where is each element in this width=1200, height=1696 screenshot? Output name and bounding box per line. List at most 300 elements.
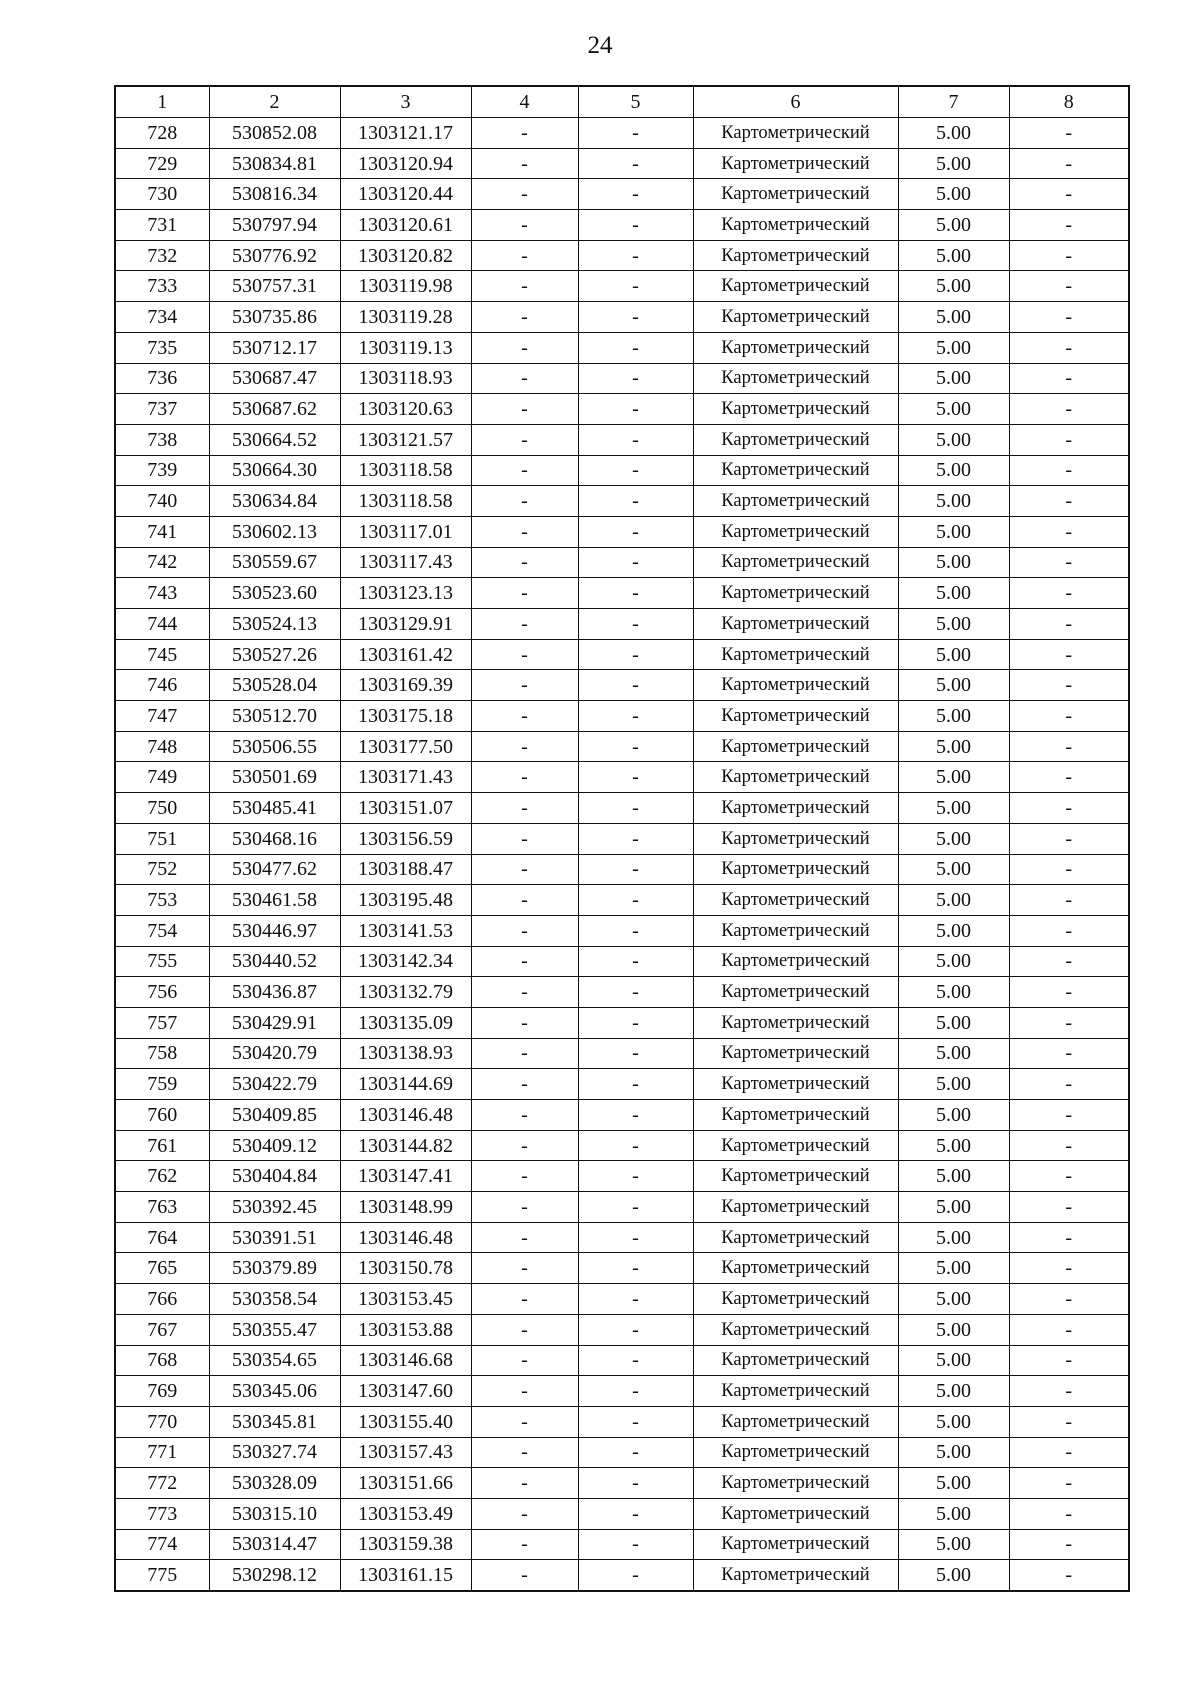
table-row [115,1376,1129,1407]
column-8-cell: - [1009,210,1129,241]
accuracy-cell: 5.00 [898,1468,1009,1499]
y-coordinate-cell: 1303123.13 [340,578,471,609]
column-4-cell: - [471,516,578,547]
accuracy-cell: 5.00 [898,977,1009,1008]
table-row [115,1529,1129,1560]
x-coordinate-cell: 530327.74 [209,1437,340,1468]
y-coordinate-cell: 1303144.82 [340,1130,471,1161]
table-row [115,271,1129,302]
column-8-cell: - [1009,455,1129,486]
accuracy-cell: 5.00 [898,1007,1009,1038]
y-coordinate-cell: 1303132.79 [340,977,471,1008]
accuracy-cell: 5.00 [898,1406,1009,1437]
y-coordinate-cell: 1303118.93 [340,363,471,394]
column-4-cell: - [471,639,578,670]
column-8-cell: - [1009,547,1129,578]
column-4-cell: - [471,1498,578,1529]
x-coordinate-cell: 530446.97 [209,915,340,946]
point-number-cell: 749 [115,762,209,793]
x-coordinate-cell: 530512.70 [209,701,340,732]
column-8-cell: - [1009,670,1129,701]
method-cell: Картометрический [693,1192,898,1223]
column-5-cell: - [578,1284,693,1315]
column-4-cell: - [471,609,578,640]
x-coordinate-cell: 530429.91 [209,1007,340,1038]
y-coordinate-cell: 1303157.43 [340,1437,471,1468]
x-coordinate-cell: 530422.79 [209,1069,340,1100]
method-cell: Картометрический [693,854,898,885]
column-8-cell: - [1009,1345,1129,1376]
point-number-cell: 760 [115,1100,209,1131]
column-4-cell: - [471,793,578,824]
column-5-cell: - [578,946,693,977]
column-5-cell: - [578,394,693,425]
column-5-cell: - [578,977,693,1008]
method-cell: Картометрический [693,1345,898,1376]
point-number-cell: 757 [115,1007,209,1038]
point-number-cell: 765 [115,1253,209,1284]
method-cell: Картометрический [693,1437,898,1468]
column-4-cell: - [471,240,578,271]
accuracy-cell: 5.00 [898,701,1009,732]
method-cell: Картометрический [693,885,898,916]
y-coordinate-cell: 1303117.43 [340,547,471,578]
x-coordinate-cell: 530409.85 [209,1100,340,1131]
y-coordinate-cell: 1303138.93 [340,1038,471,1069]
column-5-cell: - [578,1222,693,1253]
point-number-cell: 734 [115,302,209,333]
x-coordinate-cell: 530468.16 [209,823,340,854]
point-number-cell: 730 [115,179,209,210]
column-8-cell: - [1009,302,1129,333]
table-row [115,885,1129,916]
column-4-cell: - [471,302,578,333]
point-number-cell: 758 [115,1038,209,1069]
column-4-cell: - [471,1007,578,1038]
accuracy-cell: 5.00 [898,823,1009,854]
point-number-cell: 768 [115,1345,209,1376]
point-number-cell: 773 [115,1498,209,1529]
column-4-cell: - [471,885,578,916]
method-cell: Картометрический [693,1222,898,1253]
table-row [115,1100,1129,1131]
column-5-cell: - [578,854,693,885]
column-8-cell: - [1009,1437,1129,1468]
y-coordinate-cell: 1303161.15 [340,1560,471,1591]
accuracy-cell: 5.00 [898,1130,1009,1161]
method-cell: Картометрический [693,1284,898,1315]
accuracy-cell: 5.00 [898,1345,1009,1376]
column-8-cell: - [1009,1161,1129,1192]
column-8-cell: - [1009,363,1129,394]
x-coordinate-cell: 530404.84 [209,1161,340,1192]
column-8-cell: - [1009,977,1129,1008]
column-5-cell: - [578,424,693,455]
point-number-cell: 755 [115,946,209,977]
table-row [115,1406,1129,1437]
column-8-cell: - [1009,609,1129,640]
column-4-cell: - [471,332,578,363]
column-5-cell: - [578,823,693,854]
x-coordinate-cell: 530528.04 [209,670,340,701]
table-row [115,793,1129,824]
accuracy-cell: 5.00 [898,854,1009,885]
y-coordinate-cell: 1303118.58 [340,486,471,517]
accuracy-cell: 5.00 [898,1161,1009,1192]
y-coordinate-cell: 1303120.82 [340,240,471,271]
y-coordinate-cell: 1303118.58 [340,455,471,486]
table-row [115,1161,1129,1192]
point-number-cell: 739 [115,455,209,486]
accuracy-cell: 5.00 [898,179,1009,210]
column-4-cell: - [471,701,578,732]
column-4-cell: - [471,424,578,455]
column-5-cell: - [578,762,693,793]
column-4-cell: - [471,1560,578,1591]
point-number-cell: 754 [115,915,209,946]
method-cell: Картометрический [693,148,898,179]
accuracy-cell: 5.00 [898,609,1009,640]
point-number-cell: 729 [115,148,209,179]
column-header: 5 [578,86,693,118]
y-coordinate-cell: 1303144.69 [340,1069,471,1100]
table-body [115,118,1129,1592]
column-4-cell: - [471,1192,578,1223]
table-row [115,609,1129,640]
x-coordinate-cell: 530501.69 [209,762,340,793]
y-coordinate-cell: 1303177.50 [340,731,471,762]
y-coordinate-cell: 1303155.40 [340,1406,471,1437]
column-header: 7 [898,86,1009,118]
y-coordinate-cell: 1303135.09 [340,1007,471,1038]
y-coordinate-cell: 1303159.38 [340,1529,471,1560]
column-4-cell: - [471,578,578,609]
column-8-cell: - [1009,762,1129,793]
table-row [115,1498,1129,1529]
table-row [115,118,1129,149]
accuracy-cell: 5.00 [898,1314,1009,1345]
column-8-cell: - [1009,1560,1129,1591]
point-number-cell: 743 [115,578,209,609]
point-number-cell: 745 [115,639,209,670]
method-cell: Картометрический [693,424,898,455]
accuracy-cell: 5.00 [898,302,1009,333]
y-coordinate-cell: 1303119.28 [340,302,471,333]
accuracy-cell: 5.00 [898,1529,1009,1560]
point-number-cell: 750 [115,793,209,824]
column-4-cell: - [471,1406,578,1437]
column-8-cell: - [1009,240,1129,271]
accuracy-cell: 5.00 [898,1253,1009,1284]
column-5-cell: - [578,271,693,302]
method-cell: Картометрический [693,486,898,517]
table-row [115,1314,1129,1345]
point-number-cell: 770 [115,1406,209,1437]
column-5-cell: - [578,1161,693,1192]
column-8-cell: - [1009,394,1129,425]
column-8-cell: - [1009,1038,1129,1069]
table-row [115,547,1129,578]
method-cell: Картометрический [693,363,898,394]
accuracy-cell: 5.00 [898,363,1009,394]
column-4-cell: - [471,670,578,701]
table-row [115,701,1129,732]
point-number-cell: 769 [115,1376,209,1407]
column-8-cell: - [1009,1222,1129,1253]
table-row [115,302,1129,333]
column-5-cell: - [578,1314,693,1345]
point-number-cell: 753 [115,885,209,916]
point-number-cell: 747 [115,701,209,732]
method-cell: Картометрический [693,915,898,946]
accuracy-cell: 5.00 [898,486,1009,517]
column-header: 2 [209,86,340,118]
accuracy-cell: 5.00 [898,332,1009,363]
column-4-cell: - [471,1284,578,1315]
accuracy-cell: 5.00 [898,762,1009,793]
method-cell: Картометрический [693,1161,898,1192]
accuracy-cell: 5.00 [898,424,1009,455]
x-coordinate-cell: 530602.13 [209,516,340,547]
accuracy-cell: 5.00 [898,946,1009,977]
column-8-cell: - [1009,424,1129,455]
table-row [115,455,1129,486]
column-8-cell: - [1009,701,1129,732]
y-coordinate-cell: 1303151.07 [340,793,471,824]
accuracy-cell: 5.00 [898,1100,1009,1131]
table-row [115,394,1129,425]
y-coordinate-cell: 1303188.47 [340,854,471,885]
method-cell: Картометрический [693,670,898,701]
y-coordinate-cell: 1303129.91 [340,609,471,640]
column-4-cell: - [471,455,578,486]
point-number-cell: 761 [115,1130,209,1161]
x-coordinate-cell: 530524.13 [209,609,340,640]
column-5-cell: - [578,179,693,210]
column-8-cell: - [1009,1007,1129,1038]
column-5-cell: - [578,118,693,149]
x-coordinate-cell: 530797.94 [209,210,340,241]
table-row [115,639,1129,670]
column-5-cell: - [578,609,693,640]
table-row [115,946,1129,977]
column-5-cell: - [578,1038,693,1069]
method-cell: Картометрический [693,179,898,210]
column-4-cell: - [471,1437,578,1468]
x-coordinate-cell: 530345.81 [209,1406,340,1437]
table-row [115,179,1129,210]
accuracy-cell: 5.00 [898,547,1009,578]
column-8-cell: - [1009,1284,1129,1315]
table-row [115,363,1129,394]
y-coordinate-cell: 1303153.88 [340,1314,471,1345]
column-8-cell: - [1009,1069,1129,1100]
table-row [115,210,1129,241]
column-4-cell: - [471,1038,578,1069]
x-coordinate-cell: 530298.12 [209,1560,340,1591]
column-4-cell: - [471,148,578,179]
table-row [115,1345,1129,1376]
column-header: 1 [115,86,209,118]
y-coordinate-cell: 1303117.01 [340,516,471,547]
x-coordinate-cell: 530816.34 [209,179,340,210]
column-4-cell: - [471,731,578,762]
column-8-cell: - [1009,793,1129,824]
column-5-cell: - [578,455,693,486]
method-cell: Картометрический [693,639,898,670]
x-coordinate-cell: 530735.86 [209,302,340,333]
column-5-cell: - [578,731,693,762]
y-coordinate-cell: 1303156.59 [340,823,471,854]
column-8-cell: - [1009,1130,1129,1161]
accuracy-cell: 5.00 [898,394,1009,425]
column-4-cell: - [471,1222,578,1253]
column-5-cell: - [578,1437,693,1468]
y-coordinate-cell: 1303120.44 [340,179,471,210]
method-cell: Картометрический [693,1007,898,1038]
x-coordinate-cell: 530477.62 [209,854,340,885]
point-number-cell: 735 [115,332,209,363]
method-cell: Картометрический [693,793,898,824]
column-8-cell: - [1009,148,1129,179]
column-4-cell: - [471,1376,578,1407]
column-5-cell: - [578,1345,693,1376]
x-coordinate-cell: 530379.89 [209,1253,340,1284]
column-5-cell: - [578,486,693,517]
point-number-cell: 756 [115,977,209,1008]
column-header: 4 [471,86,578,118]
x-coordinate-cell: 530461.58 [209,885,340,916]
point-number-cell: 736 [115,363,209,394]
column-4-cell: - [471,1468,578,1499]
method-cell: Картометрический [693,701,898,732]
column-header: 6 [693,86,898,118]
y-coordinate-cell: 1303141.53 [340,915,471,946]
x-coordinate-cell: 530834.81 [209,148,340,179]
column-5-cell: - [578,885,693,916]
column-5-cell: - [578,1069,693,1100]
table-row [115,1069,1129,1100]
x-coordinate-cell: 530358.54 [209,1284,340,1315]
accuracy-cell: 5.00 [898,1376,1009,1407]
column-8-cell: - [1009,271,1129,302]
method-cell: Картометрический [693,762,898,793]
method-cell: Картометрический [693,1560,898,1591]
y-coordinate-cell: 1303150.78 [340,1253,471,1284]
column-4-cell: - [471,1253,578,1284]
column-5-cell: - [578,1007,693,1038]
point-number-cell: 767 [115,1314,209,1345]
accuracy-cell: 5.00 [898,210,1009,241]
method-cell: Картометрический [693,1406,898,1437]
column-5-cell: - [578,639,693,670]
column-4-cell: - [471,118,578,149]
column-4-cell: - [471,823,578,854]
y-coordinate-cell: 1303169.39 [340,670,471,701]
column-4-cell: - [471,762,578,793]
x-coordinate-cell: 530409.12 [209,1130,340,1161]
accuracy-cell: 5.00 [898,1437,1009,1468]
accuracy-cell: 5.00 [898,793,1009,824]
method-cell: Картометрический [693,1100,898,1131]
point-number-cell: 763 [115,1192,209,1223]
x-coordinate-cell: 530712.17 [209,332,340,363]
column-4-cell: - [471,1529,578,1560]
table-row [115,1192,1129,1223]
column-8-cell: - [1009,731,1129,762]
table-row [115,977,1129,1008]
column-5-cell: - [578,1100,693,1131]
point-number-cell: 764 [115,1222,209,1253]
method-cell: Картометрический [693,731,898,762]
y-coordinate-cell: 1303146.48 [340,1222,471,1253]
table-row [115,915,1129,946]
y-coordinate-cell: 1303121.57 [340,424,471,455]
point-number-cell: 774 [115,1529,209,1560]
coordinates-table [114,85,1130,1592]
accuracy-cell: 5.00 [898,148,1009,179]
column-8-cell: - [1009,915,1129,946]
method-cell: Картометрический [693,516,898,547]
method-cell: Картометрический [693,1130,898,1161]
point-number-cell: 742 [115,547,209,578]
method-cell: Картометрический [693,1253,898,1284]
column-5-cell: - [578,915,693,946]
column-4-cell: - [471,394,578,425]
column-4-cell: - [471,1100,578,1131]
point-number-cell: 741 [115,516,209,547]
column-header: 3 [340,86,471,118]
point-number-cell: 731 [115,210,209,241]
x-coordinate-cell: 530506.55 [209,731,340,762]
table-row [115,578,1129,609]
accuracy-cell: 5.00 [898,578,1009,609]
table-row [115,1560,1129,1591]
column-8-cell: - [1009,332,1129,363]
x-coordinate-cell: 530314.47 [209,1529,340,1560]
accuracy-cell: 5.00 [898,455,1009,486]
table-row [115,823,1129,854]
column-4-cell: - [471,271,578,302]
y-coordinate-cell: 1303148.99 [340,1192,471,1223]
x-coordinate-cell: 530852.08 [209,118,340,149]
point-number-cell: 762 [115,1161,209,1192]
column-5-cell: - [578,1560,693,1591]
column-5-cell: - [578,1253,693,1284]
column-8-cell: - [1009,1498,1129,1529]
x-coordinate-cell: 530436.87 [209,977,340,1008]
y-coordinate-cell: 1303171.43 [340,762,471,793]
point-number-cell: 740 [115,486,209,517]
x-coordinate-cell: 530687.47 [209,363,340,394]
point-number-cell: 748 [115,731,209,762]
column-8-cell: - [1009,885,1129,916]
accuracy-cell: 5.00 [898,885,1009,916]
y-coordinate-cell: 1303146.48 [340,1100,471,1131]
y-coordinate-cell: 1303121.17 [340,118,471,149]
column-4-cell: - [471,547,578,578]
method-cell: Картометрический [693,210,898,241]
table-row [115,1038,1129,1069]
column-5-cell: - [578,701,693,732]
table-row [115,670,1129,701]
method-cell: Картометрический [693,823,898,854]
point-number-cell: 732 [115,240,209,271]
point-number-cell: 766 [115,1284,209,1315]
y-coordinate-cell: 1303120.63 [340,394,471,425]
column-8-cell: - [1009,639,1129,670]
column-5-cell: - [578,1406,693,1437]
